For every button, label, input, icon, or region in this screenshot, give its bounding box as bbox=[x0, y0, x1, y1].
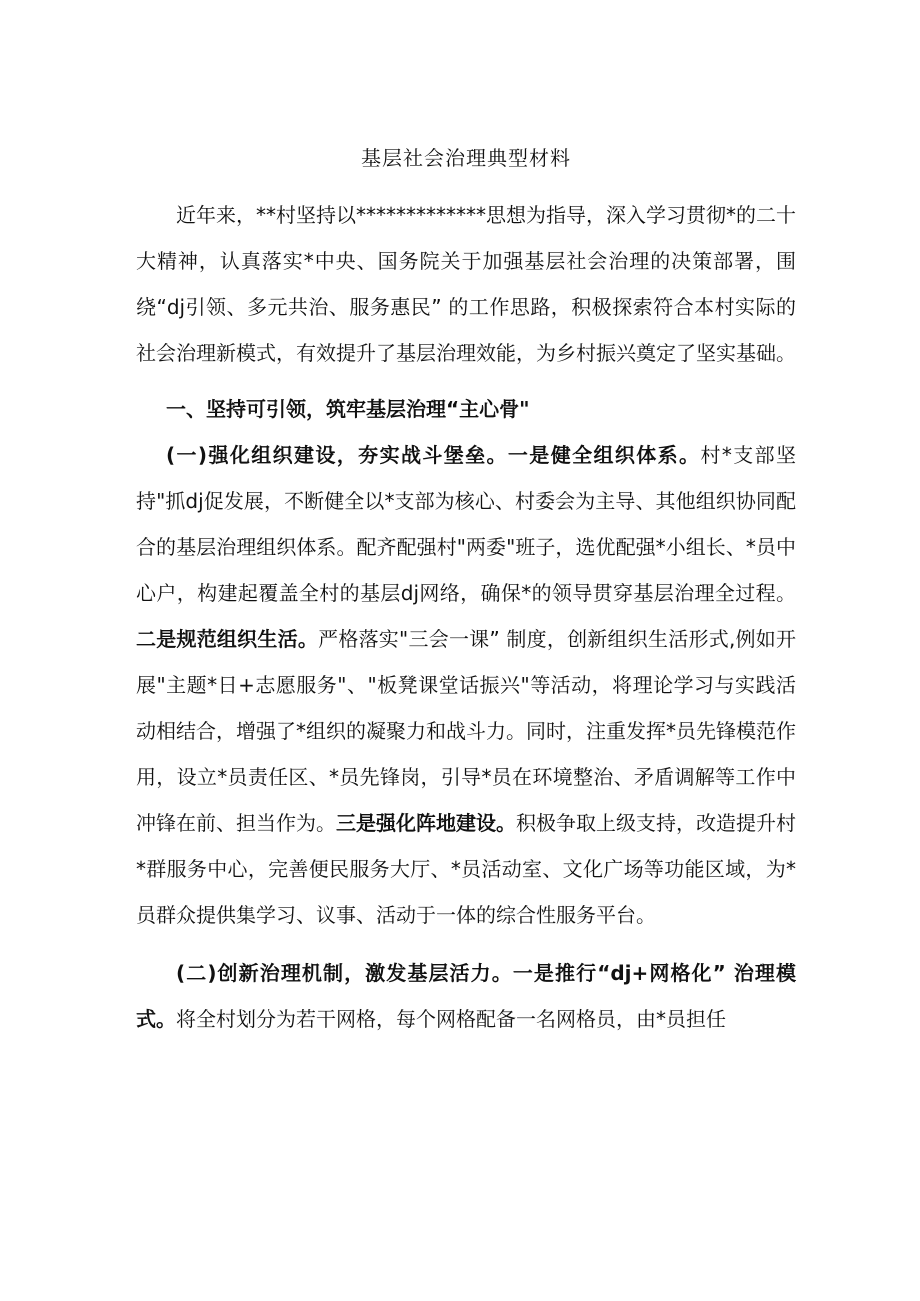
subsection-1-paragraph bbox=[136, 432, 796, 938]
subsection-2-heading: (二)创新治理机制，激发基层活力。 bbox=[176, 961, 513, 985]
subsection-2-point-1-text: 将全村划分为若干网格，每个网格配备一名网格员，由*员担任 bbox=[176, 1007, 726, 1031]
subsection-1-point-2-label: 二是规范组织生活。 bbox=[136, 627, 319, 651]
document-title: 基层社会治理典型材料 bbox=[361, 146, 571, 170]
subsection-1-point-1-text: 村*支部坚持"抓dj促发展，不断健全以*支部为核心、村委会为主导、其他组织协同配合的基层治理组织体系。配齐配强村"两委"班子，选优配强*小组长、*员中心户，构建起覆盖全村的基层dj网络，确保*的领导贯穿基层治理全过程。 bbox=[136, 443, 796, 605]
document-body bbox=[136, 138, 796, 1042]
subsection-2-point-1-label: 一是推行“dj+网格化” 治理模式。 bbox=[136, 961, 797, 1031]
section-1-heading: 一、坚持可引领，筑牢基层治理“主心骨" bbox=[166, 397, 530, 421]
subsection-2-paragraph bbox=[136, 950, 796, 1042]
subsection-1-point-3-text: 积极争取上级支持，改造提升村*群服务中心，完善便民服务大厅、*员活动室、文化广场等功能区域，为*员群众提供集学习、议事、活动于一体的综合性服务平台。 bbox=[136, 811, 796, 927]
subsection-1-point-2-text: 严格落实"三会一课” 制度，创新组织生活形式,例如开展"主题*日+志愿服务"、"板凳课堂话振兴"等活动，将理论学习与实践活动相结合，增强了*组织的凝聚力和战斗力。同时，注重发挥*员先锋模范作用，设立*员责任区、*员先锋岗，引导*员在环境整治、矛盾调解等工作中冲锋在前、担当作为。 bbox=[136, 627, 796, 835]
subsection-1-heading: (一)强化组织建设，夯实战斗堡垒。 bbox=[166, 443, 508, 467]
intro-paragraph: 近年来，**村坚持以*************思想为指导，深入学习贯彻*的二十大精神，认真落实*中央、国务院关于加强基层社会治理的决策部署，围绕“dj引领、多元共治、服务惠民” 的工作思路，积极探索符合本村实际的社会治理新模式，有效提升了基层治理效能，为乡村振兴奠定了坚实基础。 bbox=[136, 203, 796, 365]
subsection-1-point-1-label: 一是健全组织体系。 bbox=[507, 443, 701, 467]
subsection-1-point-3-label: 三是强化阵地建设。 bbox=[336, 811, 516, 835]
